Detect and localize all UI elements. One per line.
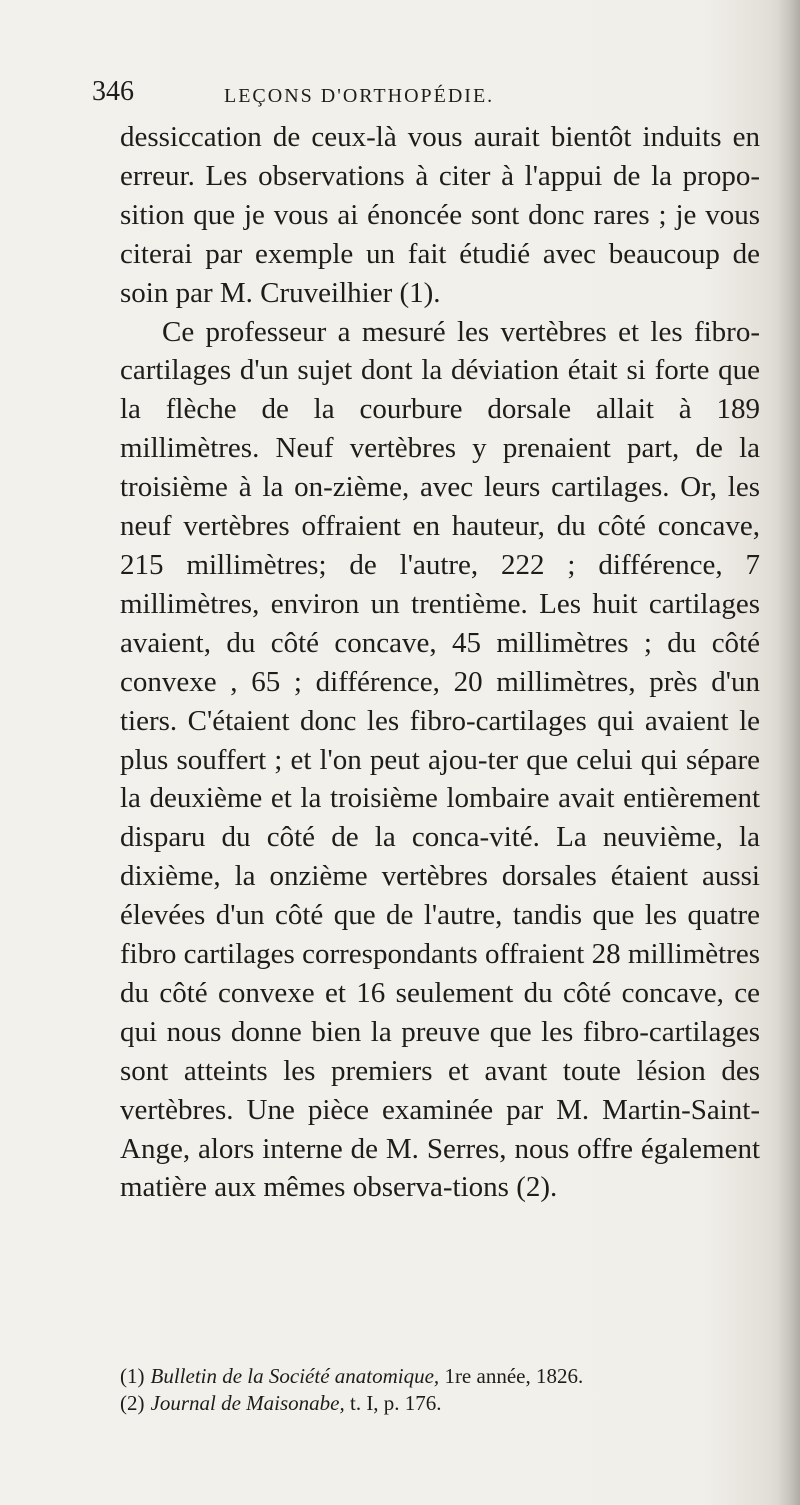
footnote-mark: (1) [120,1364,145,1388]
paragraph-1: dessiccation de ceux-là vous aurait bientôt induits en erreur. Les observations à citer à l'appui de la propo-sition que je vous ai énoncée sont donc rares ; je vous citerai par exemple un fait étudié avec beaucoup de soin par M. Cruveilhier (1). [120,121,760,309]
footnote-mark: (2) [120,1391,145,1415]
page-number: 346 [92,76,134,107]
footnote-details: t. I, p. 176. [349,1391,442,1415]
footnote-details: 1re année, 1826. [444,1364,584,1388]
footnotes [120,1363,760,1417]
paragraph-2: Ce professeur a mesuré les vertèbres et les fibro-cartilages d'un sujet dont la déviation était si forte que la flèche de la courbure dorsale allait à 189 millimètres. Neuf vertèbres y prenaient part, de la troisième à la on-zième, avec leurs cartilages. Or, les neuf vertèbres offraient en hauteur, du côté concave, 215 millimètres; de l'autre, 222 ; différence, 7 millimètres, environ un trentième. Les huit cartilages avaient, du côté concave, 45 millimètres ; du côté convexe , 65 ; différence, 20 millimètres, près d'un tiers. C'étaient donc les fibro-cartilages qui avaient le plus souffert ; et l'on peut ajou-ter que celui qui sépare la deuxième et la troisième lombaire avait entièrement disparu du côté de la conca-vité. La neuvième, la dixième, la onzième vertèbres dorsales étaient aussi élevées d'un côté que de l'autre, tandis que les quatre fibro cartilages correspondants offraient 28 millimètres du côté convexe et 16 seulement du côté concave, ce qui nous donne bien la preuve que les fibro-cartilages sont atteints les premiers et avant toute lésion des vertèbres. Une pièce examinée par M. Martin-Saint-Ange, alors interne de M. Serres, nous offre également matière aux mêmes observa-tions (2). [120,315,760,1204]
footnote-1 [120,1363,760,1390]
page-header [92,76,732,116]
footnote-2 [120,1390,760,1417]
page-edge-shadow [778,0,800,1505]
footnote-source: Journal de Maisonabe, [150,1391,345,1415]
footnote-source: Bulletin de la Société anatomique, [150,1364,440,1388]
running-head: LEÇONS D'ORTHOPÉDIE. [224,85,495,107]
body-text [120,118,760,1207]
